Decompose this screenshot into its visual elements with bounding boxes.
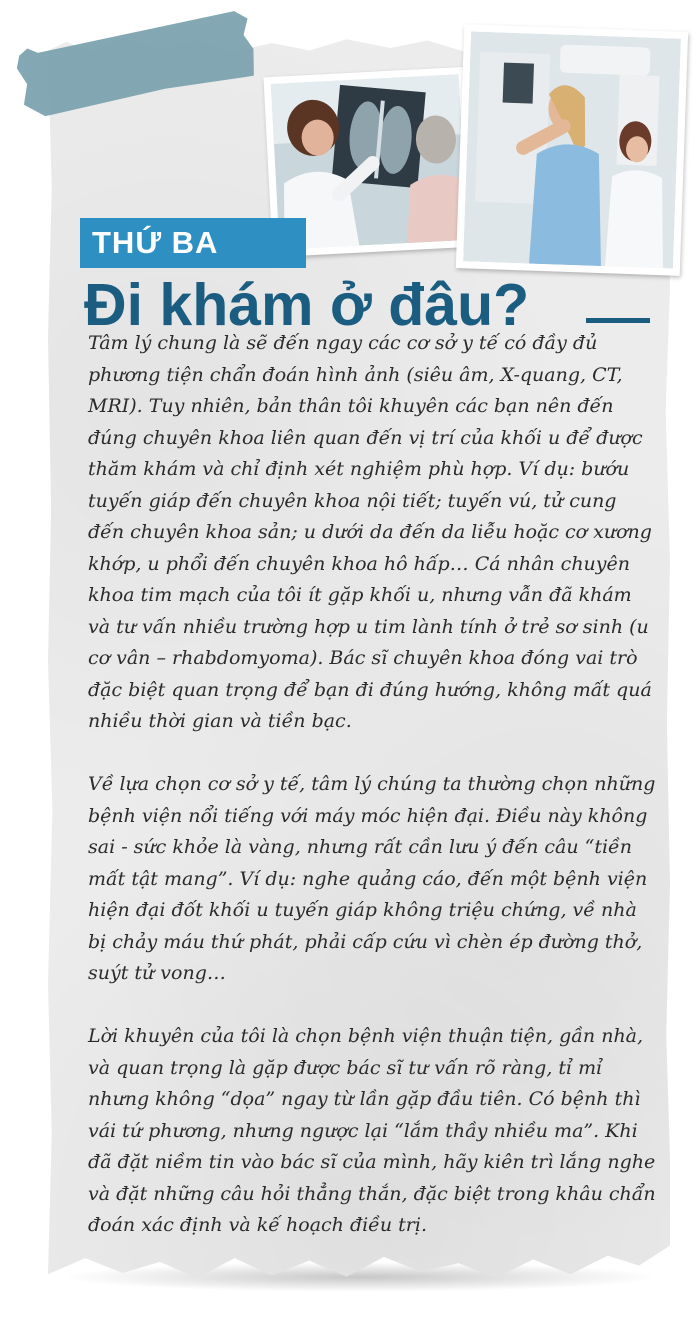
day-label: THỨ BA: [92, 225, 219, 260]
mammography-photo-illustration: [463, 31, 681, 268]
title-underline: [586, 318, 650, 323]
photo-mammography: [456, 24, 688, 276]
body-paragraph-3: Lời khuyên của tôi là chọn bệnh viện thuận tiện, gần nhà, và quan trọng là gặp được bác sĩ tư vấn rõ ràng, tỉ mỉ nhưng không “dọa” ngay từ lần gặp đầu tiên. Có bệnh thì vái tứ phương, nhưng ngược lại “lắm thầy nhiều ma”. Khi đã đặt niềm tin vào bác sĩ của mình, hãy kiên trì lắng nghe và đặt những câu hỏi thẳng thắn, đặc biệt trong khâu chẩn đoán xác định và kế hoạch điều trị.: [88, 1025, 656, 1236]
body-paragraph-2: Về lựa chọn cơ sở y tế, tâm lý chúng ta thường chọn những bệnh viện nổi tiếng với máy móc hiện đại. Điều này không sai - sức khỏe là vàng, nhưng rất cần lưu ý đến câu “tiền mất tật mang”. Ví dụ: nghe quảng cáo, đến một bệnh viện hiện đại đốt khối u tuyến giáp không triệu chứng, về nhà bị chảy máu thứ phát, phải cấp cứu vì chèn ép đường thở, suýt tử vong…: [88, 773, 656, 984]
page-title: Đi khám ở đâu?: [84, 272, 530, 338]
body-paragraph-1: Tâm lý chung là sẽ đến ngay các cơ sở y tế có đầy đủ phương tiện chẩn đoán hình ảnh (siêu âm, X-quang, CT, MRI). Tuy nhiên, bản thân tôi khuyên các bạn nên đến đúng chuyên khoa liên quan đến vị trí của khối u để được thăm khám và chỉ định xét nghiệm phù hợp. Ví dụ: bướu tuyến giáp đến chuyên khoa nội tiết; tuyến vú, tử cung đến chuyên khoa sản; u dưới da đến da liễu hoặc cơ xương khớp, u phổi đến chuyên khoa hô hấp… Cá nhân chuyên khoa tim mạch của tôi ít gặp khối u, nhưng vẫn đã khám và tư vấn nhiều trường hợp u tim lành tính ở trẻ sơ sinh (u cơ vân – rhabdomyoma). Bác sĩ chuyên khoa đóng vai trò đặc biệt quan trọng để bạn đi đúng hướng, không mất quá nhiều thời gian và tiền bạc.: [88, 332, 652, 732]
article-body: [88, 328, 658, 1273]
